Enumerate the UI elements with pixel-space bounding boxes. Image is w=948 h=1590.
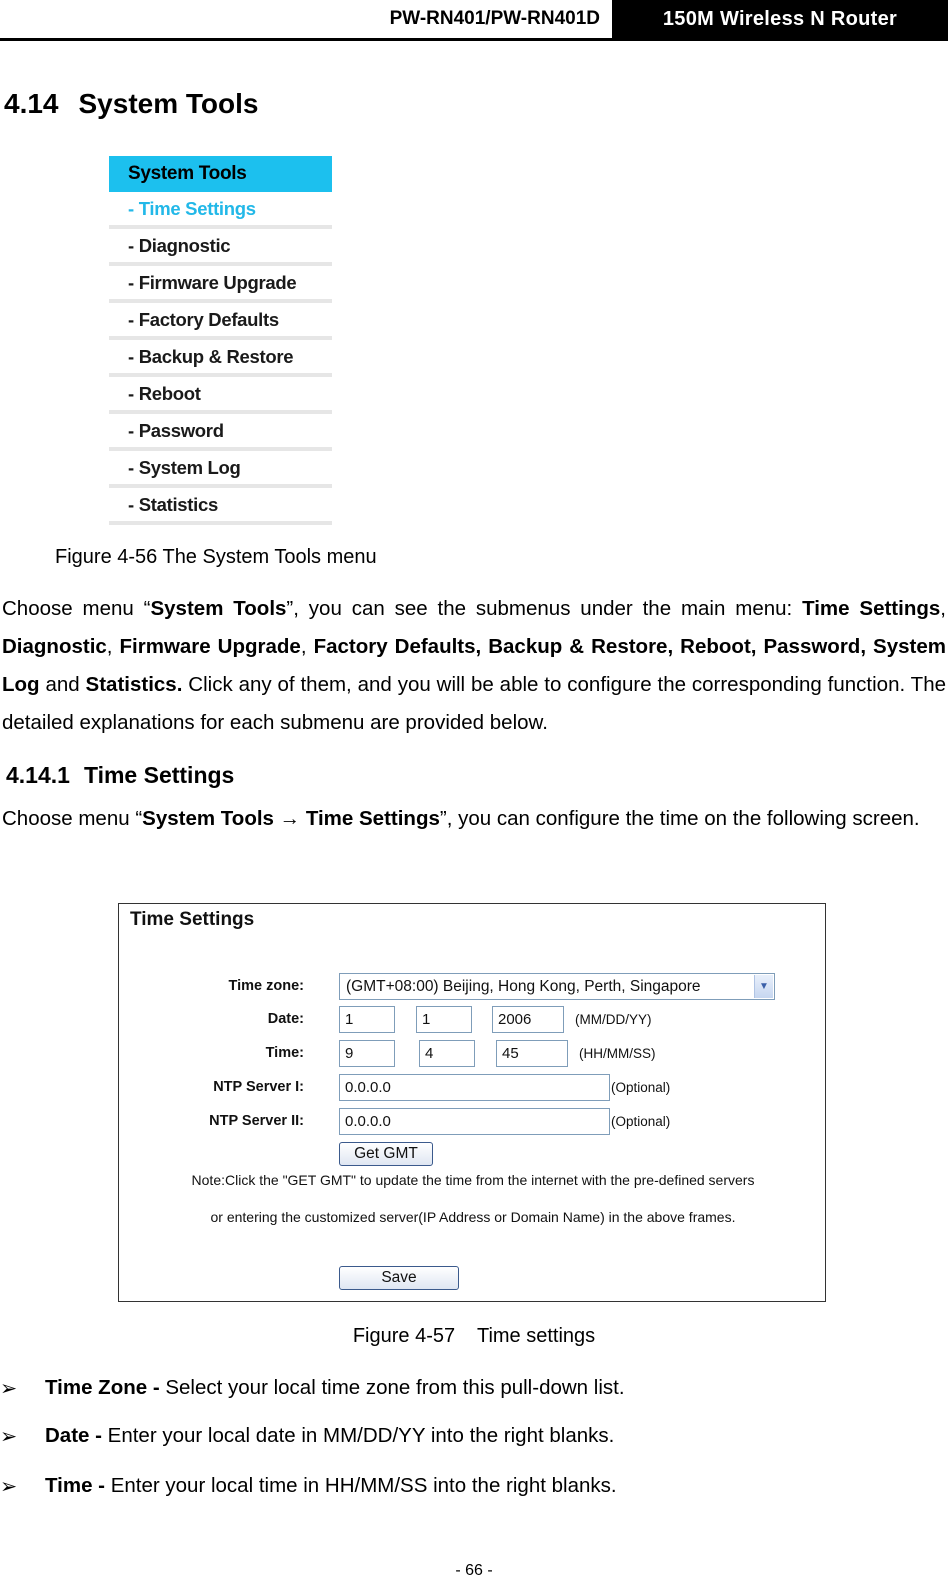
ntp-server-1-label: NTP Server I:	[213, 1079, 304, 1095]
time-settings-panel	[118, 903, 826, 1302]
page-number: - 66 -	[455, 1562, 493, 1579]
timezone-label: Time zone:	[228, 978, 304, 994]
time-format-hint: (HH/MM/SS)	[579, 1046, 656, 1061]
menu-item-system-log[interactable]: - System Log	[109, 451, 332, 488]
menu-item-diagnostic[interactable]: - Diagnostic	[109, 229, 332, 266]
menu-item-backup-restore[interactable]: - Backup & Restore	[109, 340, 332, 377]
section-title: System Tools	[78, 88, 259, 119]
date-label: Date:	[267, 1011, 304, 1027]
save-button[interactable]: Save	[339, 1266, 459, 1290]
note-line-1: Note:Click the "GET GMT" to update the time from the internet with the pre-defined servers	[191, 1172, 755, 1188]
menu-item-time-settings[interactable]: - Time Settings	[109, 192, 332, 229]
header-model: PW-RN401/PW-RN401D	[389, 8, 600, 29]
get-gmt-button[interactable]: Get GMT	[339, 1142, 433, 1166]
ntp-server-2-hint: (Optional)	[611, 1114, 671, 1129]
subsection-title: Time Settings	[83, 762, 235, 788]
subsection-intro-paragraph: Choose menu “System Tools → Time Settings”, you can configure the time on the following screen.	[2, 807, 920, 830]
ntp-server-1-input[interactable]: 0.0.0.0	[339, 1074, 610, 1101]
ntp-server-2-label: NTP Server II:	[209, 1113, 304, 1129]
header-product-title: 150M Wireless N Router	[612, 0, 948, 38]
date-day-input[interactable]: 1	[416, 1006, 472, 1033]
system-tools-menu	[109, 156, 332, 525]
timezone-value: (GMT+08:00) Beijing, Hong Kong, Perth, Singapore	[346, 978, 701, 995]
menu-item-factory-defaults[interactable]: - Factory Defaults	[109, 303, 332, 340]
menu-item-statistics[interactable]: - Statistics	[109, 488, 332, 525]
figure-caption-menu: Figure 4-56 The System Tools menu	[55, 546, 377, 568]
timezone-select[interactable]	[339, 973, 775, 1000]
time-minute-input[interactable]: 4	[419, 1040, 475, 1067]
time-label: Time:	[265, 1045, 304, 1061]
ntp-server-1-hint: (Optional)	[611, 1080, 671, 1095]
subsection-number: 4.14.1	[6, 762, 70, 788]
date-format-hint: (MM/DD/YY)	[575, 1012, 652, 1027]
date-month-input[interactable]: 1	[339, 1006, 395, 1033]
arrow-bullet-icon: ➢	[0, 1377, 18, 1400]
chevron-down-icon[interactable]: ▼	[754, 975, 773, 998]
section-heading	[4, 88, 258, 120]
panel-title: Time Settings	[130, 909, 255, 930]
subsection-heading	[6, 762, 234, 789]
ntp-server-2-input[interactable]: 0.0.0.0	[339, 1108, 610, 1135]
header-rule	[0, 38, 948, 41]
arrow-bullet-icon: ➢	[0, 1425, 18, 1448]
note-line-2: or entering the customized server(IP Address or Domain Name) in the above frames.	[210, 1209, 736, 1225]
menu-item-password[interactable]: - Password	[109, 414, 332, 451]
intro-paragraph: Choose menu “System Tools”, you can see the submenus under the main menu: Time Settings, Diagnostic, Firmware Upgrade, Factory Defaults, Backup & Restore, Reboot, Password, System Log and Statistics. Click any of them, and you will be able to configure the corresponding function. The detailed explanations for each submenu are provided below.	[2, 597, 946, 734]
figure-caption-time-settings: Figure 4-57 Time settings	[352, 1325, 596, 1347]
menu-item-reboot[interactable]: - Reboot	[109, 377, 332, 414]
menu-item-firmware-upgrade[interactable]: - Firmware Upgrade	[109, 266, 332, 303]
menu-title[interactable]: System Tools	[109, 156, 332, 192]
section-number: 4.14	[4, 88, 59, 119]
time-hour-input[interactable]: 9	[339, 1040, 395, 1067]
arrow-bullet-icon: ➢	[0, 1475, 18, 1498]
time-second-input[interactable]: 45	[496, 1040, 568, 1067]
date-year-input[interactable]: 2006	[492, 1006, 564, 1033]
